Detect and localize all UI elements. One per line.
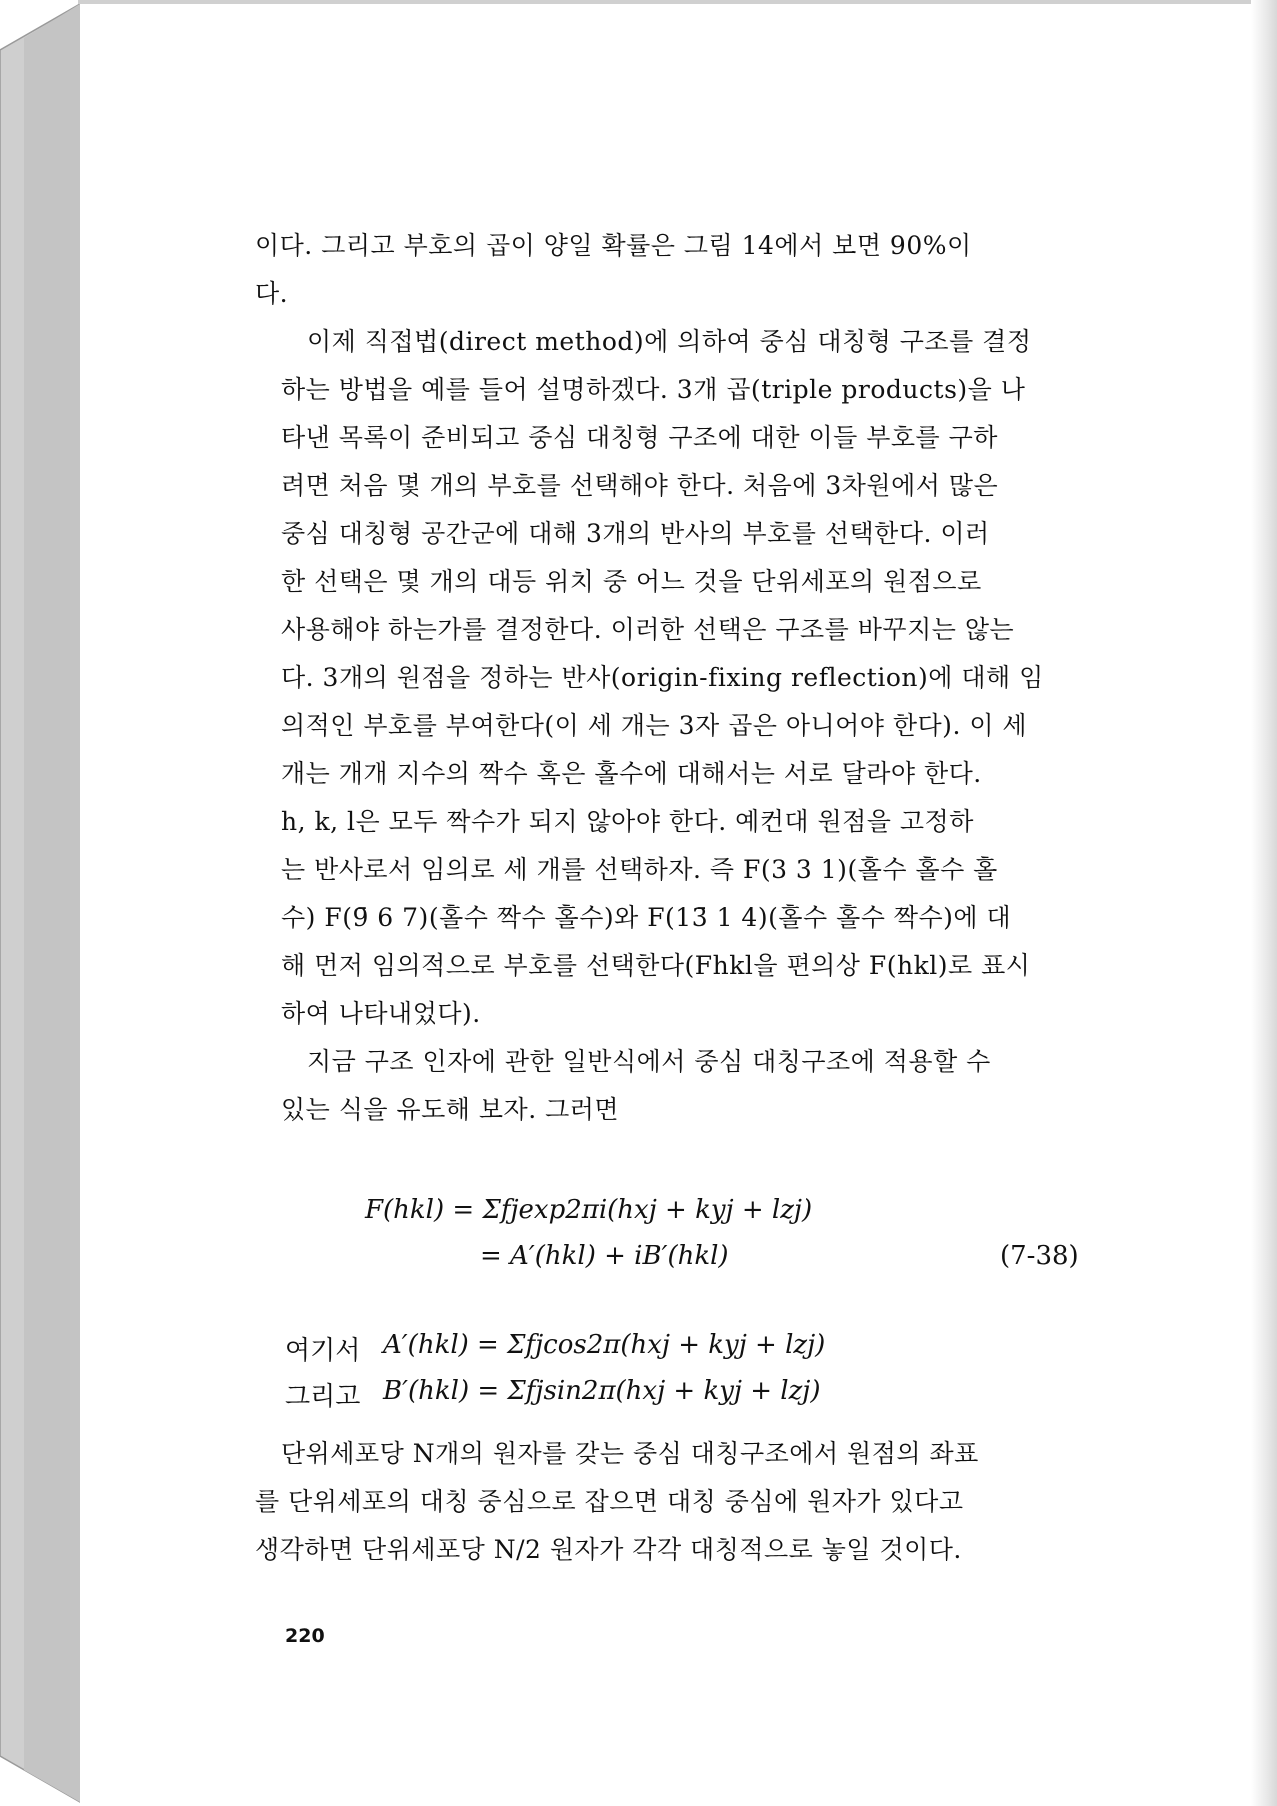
paragraph-1	[255, 222, 1115, 318]
paragraph-3	[255, 1038, 1115, 1134]
text-line: 해 먼저 임의적으로 부호를 선택한다(Fhkl을 편의상 F(hkl)로 표시	[281, 951, 1031, 980]
equation-number: (7-38)	[1000, 1241, 1079, 1271]
text-line: 지금 구조 인자에 관한 일반식에서 중심 대칭구조에 적용할 수	[307, 1047, 991, 1076]
text-line: 중심 대칭형 공간군에 대해 3개의 반사의 부호를 선택한다. 이러	[281, 519, 990, 548]
text-line: 하는 방법을 예를 들어 설명하겠다. 3개 곱(triple products)을 나	[281, 375, 1026, 404]
text-line: 이다. 그리고 부호의 곱이 양일 확률은 그림 14에서 보면 90%이	[255, 231, 972, 260]
text-line: 사용해야 하는가를 결정한다. 이러한 선택은 구조를 바꾸지는 않는	[281, 615, 1015, 644]
text-line: 타낸 목록이 준비되고 중심 대칭형 구조에 대한 이들 부호를 구하	[281, 423, 998, 452]
definition-expr: A′(hkl) = Σfjcos2π(hxj + kyj + lzj)	[383, 1330, 826, 1360]
definition-label: 여기서	[285, 1336, 361, 1366]
page-right-edge	[1251, 0, 1277, 1806]
equation-line-2: = A′(hkl) + iB′(hkl)	[480, 1241, 729, 1271]
text-line: 한 선택은 몇 개의 대등 위치 중 어느 것을 단위세포의 원점으로	[281, 567, 982, 596]
equation-7-38	[255, 1195, 1115, 1287]
text-line: 단위세포당 N개의 원자를 갖는 중심 대칭구조에서 원점의 좌표	[281, 1439, 979, 1468]
text-line: 개는 개개 지수의 짝수 혹은 홀수에 대해서는 서로 달라야 한다.	[281, 759, 982, 788]
body-text	[255, 222, 1115, 1134]
text-line: 를 단위세포의 대칭 중심으로 잡으면 대칭 중심에 원자가 있다고	[255, 1487, 964, 1516]
text-line: 하여 나타내었다).	[281, 999, 481, 1028]
text-line: 는 반사로서 임의로 세 개를 선택하자. 즉 F(3 3 1)(홀수 홀수 홀	[281, 855, 998, 884]
text-line: 의적인 부호를 부여한다(이 세 개는 3자 곱은 아니어야 한다). 이 세	[281, 711, 1028, 740]
text-line: 려면 처음 몇 개의 부호를 선택해야 한다. 처음에 3차원에서 많은	[281, 471, 999, 500]
equation-line-1: F(hkl) = Σfjexp2πi(hxj + kyj + lzj)	[365, 1195, 813, 1225]
text-line: 수) F(9̄ 6 7)(홀수 짝수 홀수)와 F(13̄ 1 4)(홀수 홀수 짝수)에 대	[281, 903, 1012, 932]
text-line: 생각하면 단위세포당 N/2 원자가 각각 대칭적으로 놓일 것이다.	[255, 1535, 962, 1564]
text-line: 다. 3개의 원점을 정하는 반사(origin-fixing reflection)에 대해 임	[281, 663, 1044, 692]
text-line: h, k, l은 모두 짝수가 되지 않아야 한다. 예컨대 원점을 고정하	[281, 807, 974, 836]
text-line: 다.	[255, 279, 289, 308]
text-line: 있는 식을 유도해 보자. 그러면	[281, 1095, 620, 1124]
page-number: 220	[285, 1625, 325, 1647]
definitions	[255, 1330, 1115, 1422]
definition-label: 그리고	[285, 1382, 361, 1412]
paragraph-2	[255, 318, 1115, 1038]
closing-paragraph	[255, 1430, 1115, 1574]
text-line: 이제 직접법(direct method)에 의하여 중심 대칭형 구조를 결정	[307, 327, 1032, 356]
definition-expr: B′(hkl) = Σfjsin2π(hxj + kyj + lzj)	[383, 1376, 821, 1406]
book-spine	[0, 0, 80, 1806]
